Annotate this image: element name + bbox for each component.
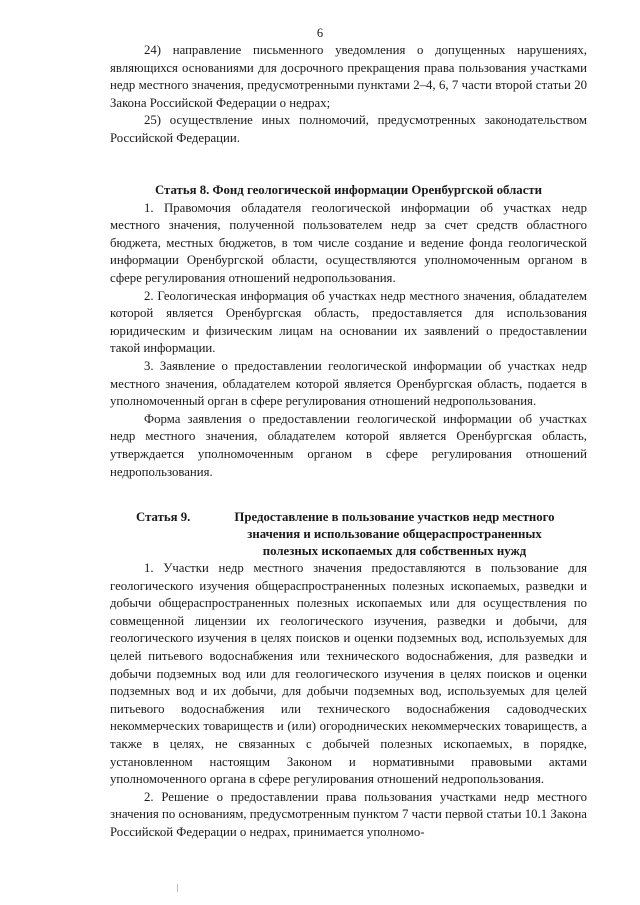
article-9-title-line-3: полезных ископаемых для собственных нужд: [262, 544, 527, 558]
article-9-title-line-1: Предоставление в пользование участков недр местного: [234, 510, 555, 524]
article-8-paragraph-1: 1. Правомочия обладателя геологической информации об участках недр местного значения, полученной пользователем недр за счет средств областного бюджета, местных бюджетов, в том числе создание и ведение фонда геологической информации Оренбургской области, осуществляются уполномоченным органом в сфере регулирования отношений недропользования.: [110, 200, 587, 285]
paragraph-item-25: 25) осуществление иных полномочий, предусмотренных законодательством Российской Федерации.: [110, 113, 587, 145]
article-8-paragraph-3: 3. Заявление о предоставлении геологической информации об участках недр местного значения, обладателем которой является Оренбургская область, подается в уполномоченный орган в сфере регулирования отношений недропользования.: [110, 358, 587, 409]
article-9-paragraph-2: 2. Решение о предоставлении права пользования участками недр местного значения по основаниям, предусмотренным пунктом 7 части первой статьи 10.1 Закона Российской Федерации о недрах, принимается уполномо-: [110, 789, 587, 839]
article-9-title-line-2: значения и использование общераспространенных: [247, 527, 542, 541]
article-8-title: Статья 8. Фонд геологической информации Оренбургской области: [154, 183, 543, 197]
page-number: 6: [316, 26, 324, 40]
scan-mark: [177, 884, 178, 892]
article-8-paragraph-form: Форма заявления о предоставлении геологической информации об участках недр местного значения, обладателем которой является Оренбургская область, утверждается уполномоченным органом в сфере регулирования отношений недропользования.: [110, 411, 587, 479]
article-9-paragraph-1: 1. Участки недр местного значения предоставляются в пользование для геологического изучения общераспространенных полезных ископаемых, разведки и добычи общераспространенных полезных ископаемых или для осуществления по совмещенной лицензии их геологического изучения, разведки и добычи, для геологического изучения в целях поисков и оценки подземных вод, используемых для целей питьевого водоснабжения или технического водоснабжения, для разведки и добычи подземных вод или для геологического изучения в целях поисков и оценки подземных вод и их добычи, для добычи подземных вод, используемых для целей питьевого водоснабжения или технического водоснабжения садоводческих некоммерческих товариществ и (или) огороднических некоммерческих товариществ, а также в целях, не связанных с добычей полезных ископаемых, в порядке, установленном настоящим Законом и нормативными правовыми актами уполномоченного органа в сфере регулирования отношений недропользования.: [110, 561, 587, 787]
intro-block: [110, 42, 587, 148]
article-8: [110, 182, 587, 481]
paragraph-item-24: 24) направление письменного уведомления о допущенных нарушениях, являющихся основаниями для досрочного прекращения права пользования участками недр местного значения, предусмотренными пунктами 2–4, 6, 7 части второй статьи 20 Закона Российской Федерации о недрах;: [110, 43, 587, 110]
article-8-paragraph-2: 2. Геологическая информация об участках недр местного значения, обладателем которой является Оренбургская область, предоставляется для использования юридическим и физическим лицам на основании их заявлений о предоставлении такой информации.: [110, 288, 587, 356]
article-9-title: [110, 509, 587, 560]
article-9-label: Статья 9.: [136, 510, 191, 524]
article-9: [110, 509, 587, 842]
